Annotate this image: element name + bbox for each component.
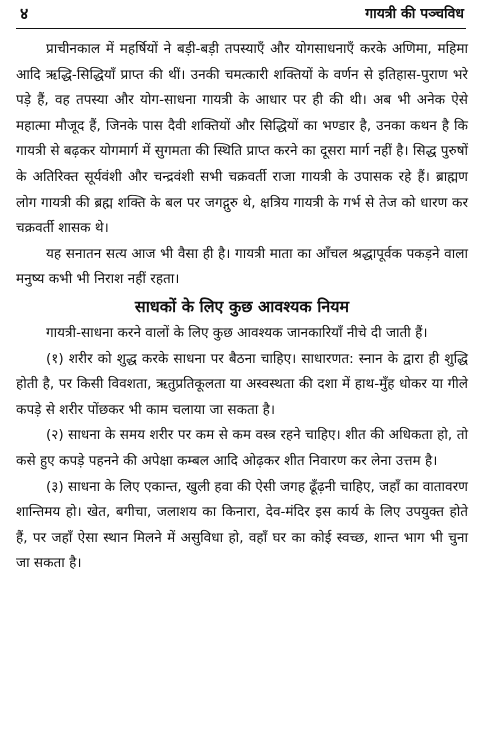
section-heading: साधकों के लिए कुछ आवश्यक नियम (134, 296, 350, 316)
page-number: ४ (20, 4, 29, 23)
rule-3: (३) साधना के लिए एकान्त, खुली हवा की ऐसी जगह ढूँढ़नी चाहिए, जहाँ का वातावरण शान्तिमय हो। खेत, बगीचा, जलाशय का किनारा, देव-मंदिर इस कार्य के लिए उपयुक्त होते हैं, पर जहाँ ऐसा स्थान मिलने में असुविधा हो, वहाँ घर का कोई स्वच्छ, शान्त भाग भी चुना जा सकता है। (16, 478, 468, 572)
paragraph-intro-1: प्राचीनकाल में महर्षियों ने बड़ी-बड़ी तपस्याएँ और योगसाधनाएँ करके अणिमा, महिमा आदि ऋद्धि-सिद्धियाँ प्राप्त की थीं। उनकी चमत्कारी शक्तियों के वर्णन से इतिहास-पुराण भरे पड़े हैं, वह तपस्या और योग-साधना गायत्री के आधार पर ही की थी। अब भी अनेक ऐसे महात्मा मौजूद हैं, जिनके पास दैवी शक्तियों और सिद्धियों का भण्डार है, उनका कथन है कि गायत्री से बढ़कर योगमार्ग में सुगमता की स्थिति प्राप्त करने का दूसरा मार्ग नहीं है। सिद्ध पुरुषों के अतिरिक्त सूर्यवंशी और चन्द्रवंशी सभी चक्रवर्ती राजा गायत्री के उपासक रहे हैं। ब्राह्मण लोग गायत्री की ब्रह्म शक्ति के बल पर जगद्गुरु थे, क्षत्रिय गायत्री के गर्भ से तेज को धारण कर चक्रवर्ती शासक थे। (16, 41, 468, 237)
rule-1: (१) शरीर को शुद्ध करके साधना पर बैठना चाहिए। साधारणत: स्नान के द्वारा ही शुद्धि होती है, पर किसी विवशता, ऋतुप्रतिकूलता या अस्वस्थता की दशा में हाथ-मुँह धोकर या गीले कपड़े से शरीर पोंछकर भी काम चलाया जा सकता है। (16, 350, 468, 418)
page-header (16, 0, 466, 29)
rule-2: (२) साधना के समय शरीर पर कम से कम वस्त्र रहने चाहिए। शीत की अधिकता हो, तो कसे हुए कपड़े पहनने की अपेक्षा कम्बल आदि ओढ़कर शीत निवारण कर लेना उत्तम है। (16, 427, 468, 469)
page-body (16, 37, 468, 577)
paragraph-intro-2: यह सनातन सत्य आज भी वैसा ही है। गायत्री माता का आँचल श्रद्धापूर्वक पकड़ने वाला मनुष्य कभी भी निराश नहीं रहता। (16, 245, 468, 288)
running-title: गायत्री की पञ्चविध (365, 6, 464, 22)
paragraph-section-intro: गायत्री-साधना करने वालों के लिए कुछ आवश्यक जानकारियाँ नीचे दी जाती हैं। (46, 324, 428, 341)
